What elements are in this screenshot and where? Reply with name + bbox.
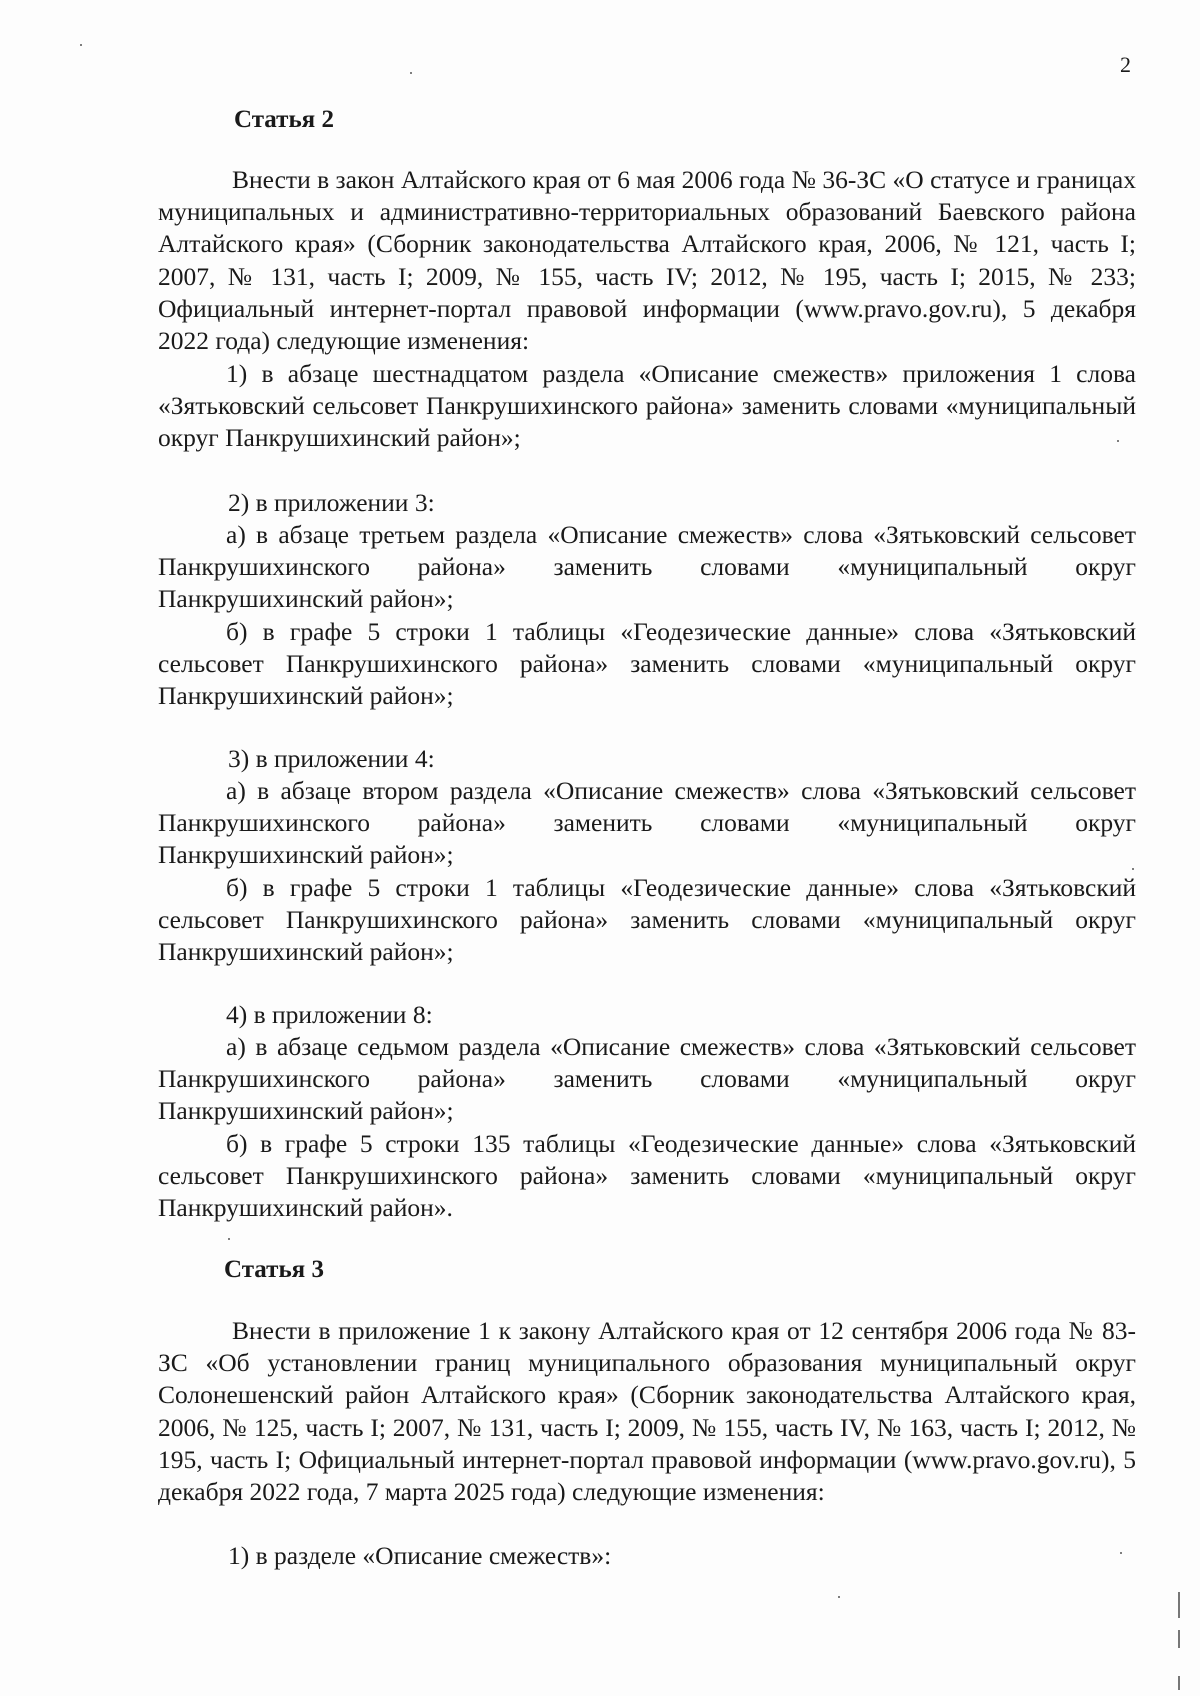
article-2-item-2-a: а) в абзаце третьем раздела «Описание смежеств» слова «Зятьковский сельсовет Панкрушихинского района» заменить словами «муниципальный округ Панкрушихинский район»; (158, 520, 1136, 614)
scan-speck (838, 1596, 840, 1598)
article-2-item-2-b: б) в графе 5 строки 1 таблицы «Геодезические данные» слова «Зятьковский сельсовет Панкрушихинского района» заменить словами «муниципальный округ Панкрушихинский район»; (158, 617, 1136, 711)
scan-speck (228, 1238, 230, 1240)
article-2-item-2-title: 2) в приложении 3: (228, 488, 435, 517)
article-3-intro: Внести в приложение 1 к закону Алтайского края от 12 сентября 2006 года № 83-ЗС «Об установлении границ муниципального образования муниципальный округ Солонешенский район Алтайского края» (Сборник законодательства Алтайского края, 2006, № 125, часть I; 2007, № 131, часть I; 2009, № 155, часть IV, № 163, часть I; 2012, № 195, часть I; Официальный интернет-портал правовой информации (www.pravo.gov.ru), 5 декабря 2022 года, 7 марта 2025 года) следующие изменения: (158, 1316, 1136, 1507)
article-2-item-4-a: а) в абзаце седьмом раздела «Описание смежеств» слова «Зятьковский сельсовет Панкрушихинского района» заменить словами «муниципальный округ Панкрушихинский район»; (158, 1032, 1136, 1126)
scan-speck (1117, 440, 1119, 442)
article-2-item-3-b: б) в графе 5 строки 1 таблицы «Геодезические данные» слова «Зятьковский сельсовет Панкрушихинского района» заменить словами «муниципальный округ Панкрушихинский район»; (158, 873, 1136, 967)
article-3-item-1: 1) в разделе «Описание смежеств»: (228, 1541, 612, 1570)
scan-edge-mark (1178, 1676, 1180, 1690)
scan-edge-mark (1178, 1592, 1180, 1618)
article-2-heading: Статья 2 (234, 106, 334, 133)
article-2-intro: Внести в закон Алтайского края от 6 мая 2006 года № 36-ЗС «О статусе и границах муниципальных и административно-территориальных образований Баевского района Алтайского края» (Сборник законодательства Алтайского края, 2006, № 121, часть I; 2007, № 131, часть I; 2009, № 155, часть IV; 2012, № 195, часть I; 2015, № 233; Официальный интернет-портал правовой информации (www.pravo.gov.ru), 5 декабря 2022 года) следующие изменения: (158, 165, 1136, 356)
scan-speck (1120, 1552, 1122, 1554)
scan-edge-mark (1178, 1630, 1180, 1648)
scan-speck (1132, 868, 1134, 870)
page-number: 2 (1120, 52, 1131, 77)
article-2-item-4-b: б) в графе 5 строки 135 таблицы «Геодезические данные» слова «Зятьковский сельсовет Панкрушихинского района» заменить словами «муниципальный округ Панкрушихинский район». (158, 1129, 1136, 1223)
article-2-item-3-title: 3) в приложении 4: (228, 744, 435, 773)
article-2-item-3-a: а) в абзаце втором раздела «Описание смежеств» слова «Зятьковский сельсовет Панкрушихинского района» заменить словами «муниципальный округ Панкрушихинский район»; (158, 776, 1136, 870)
article-2-item-1: 1) в абзаце шестнадцатом раздела «Описание смежеств» приложения 1 слова «Зятьковский сельсовет Панкрушихинского района» заменить словами «муниципальный округ Панкрушихинский район»; (158, 359, 1136, 453)
scan-speck (410, 72, 412, 74)
article-2-item-4-title: 4) в приложении 8: (226, 1000, 433, 1029)
article-3-heading: Статья 3 (224, 1256, 324, 1283)
scan-speck (80, 44, 82, 46)
